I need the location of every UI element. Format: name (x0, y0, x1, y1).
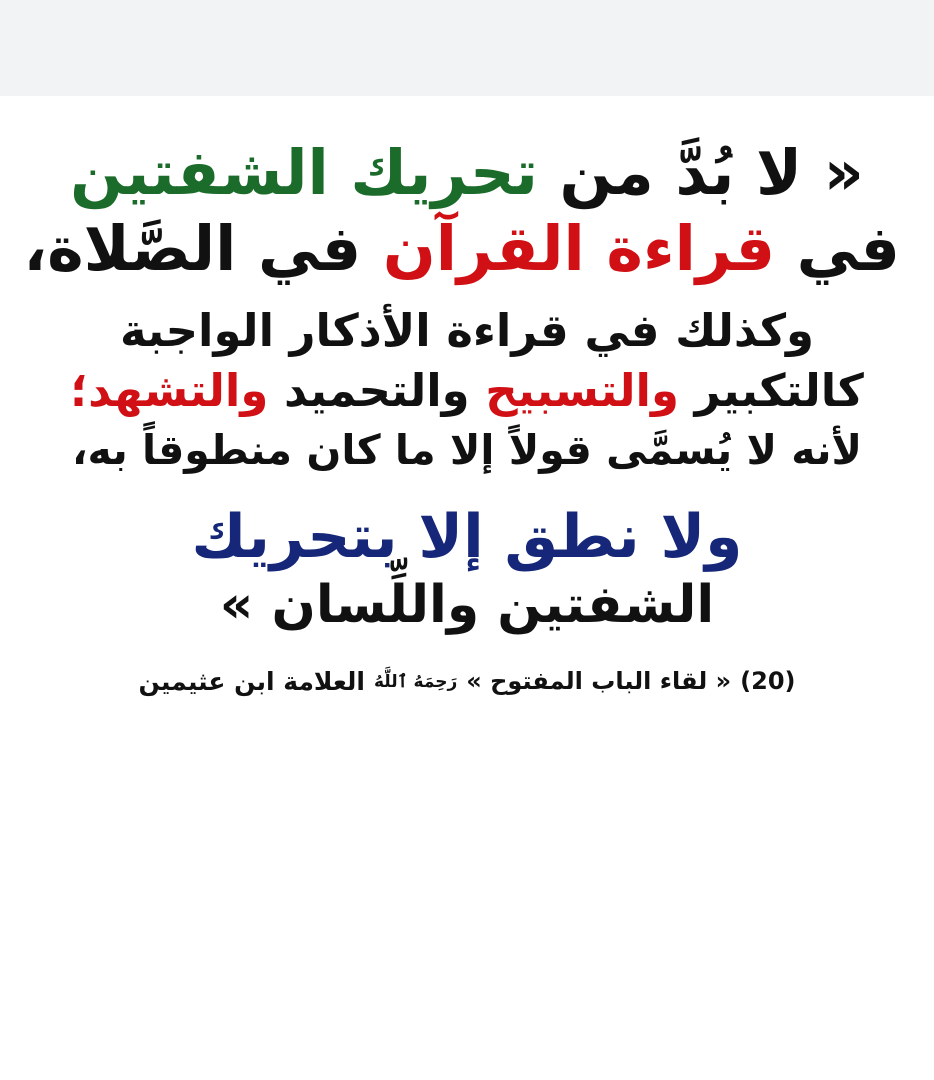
attribution-scholar: العلامة ابن عثيمين (138, 666, 365, 696)
quote-line-4-part1: كالتكبير (694, 364, 864, 418)
close-quote-mark: » (219, 574, 254, 635)
quote-line-4-part2: والتحميد (284, 364, 470, 418)
quote-line-2-black-a: في (796, 211, 900, 285)
quote-line-1 (34, 136, 900, 209)
open-quote-mark: « (823, 136, 864, 209)
quote-line-4 (34, 364, 900, 418)
attribution-honorific: رَحِمَهُ ٱللَّهُ (374, 671, 458, 692)
quote-card (0, 96, 934, 1080)
quote-line-5: لأنه لا يُسمَّى قولاً إلا ما كان منطوقاً به، (71, 425, 863, 474)
quote-line-7-text: الشفتين واللِّسان (271, 574, 715, 635)
quote-line-4-red1: والتسبيح (485, 364, 679, 418)
top-band (0, 0, 934, 96)
attribution-source: « لقاء الباب المفتوح » (466, 667, 732, 696)
attribution-number: (20) (740, 667, 796, 696)
quote-line-2-red: قراءة القرآن (382, 211, 776, 285)
quote-line-7 (34, 574, 900, 635)
quote-line-1-black: لا بُدَّ من (559, 136, 803, 209)
quote-line-4-red2: والتشهد؛ (70, 364, 269, 418)
attribution (138, 667, 795, 696)
quote-line-2-black-b: في الصَّلاة، (23, 211, 362, 285)
quote-line-3: وكذلك في قراءة الأذكار الواجبة (119, 304, 815, 358)
quote-body (23, 114, 900, 635)
quote-line-1-green: تحريك الشفتين (70, 136, 538, 209)
quote-line-2 (23, 211, 900, 285)
quote-line-6: ولا نطق إلا بتحريك (191, 502, 743, 573)
